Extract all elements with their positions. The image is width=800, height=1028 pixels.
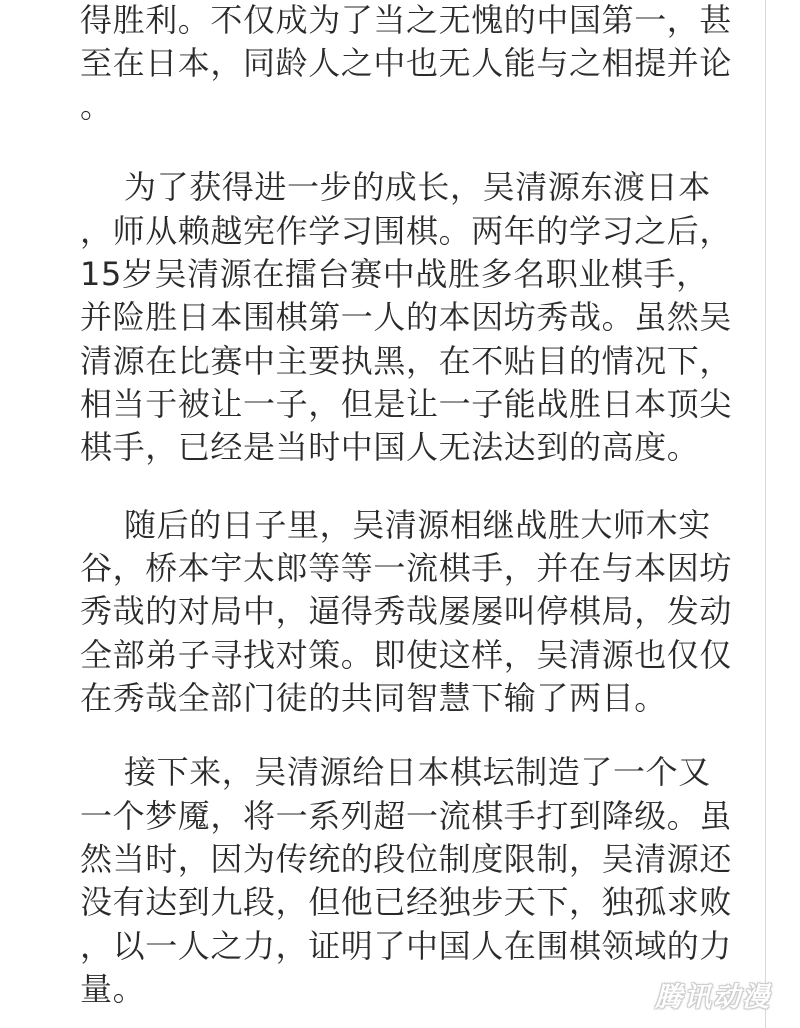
text-line: 没有达到九段，但他已经独步天下，独孤求败 <box>80 883 733 921</box>
text-line: 得胜利。不仅成为了当之无愧的中国第一，甚 <box>80 1 733 39</box>
page-edge-divider <box>765 0 766 1028</box>
text-line: 至在日本，同龄人之中也无人能与之相提并论 <box>80 44 733 82</box>
text-line: 全部弟子寻找对策。即使这样，吴清源也仅仅 <box>80 636 733 674</box>
text-line: 清源在比赛中主要执黑，在不贴目的情况下， <box>80 342 733 380</box>
text-line: 一个梦魇，将一系列超一流棋手打到降级。虽 <box>80 797 733 835</box>
text-line: 秀哉的对局中，逼得秀哉屡屡叫停棋局，发动 <box>80 592 733 630</box>
text-line: 棋手，已经是当时中国人无法达到的高度。 <box>80 428 700 466</box>
tencent-comic-watermark: 腾讯动漫 <box>655 982 771 1013</box>
text-line: 量。 <box>80 970 146 1008</box>
text-line: 随后的日子里，吴清源相继战胜大师木实 <box>124 506 711 544</box>
text-line: 相当于被让一子，但是让一子能战胜日本顶尖 <box>80 385 733 423</box>
text-line: 谷，桥本宇太郎等等一流棋手，并在与本因坊 <box>80 549 733 587</box>
text-line: 然当时，因为传统的段位制度限制，吴清源还 <box>80 840 733 878</box>
text-line: 接下来，吴清源给日本棋坛制造了一个又 <box>124 753 711 791</box>
text-line: ，师从赖越宪作学习围棋。两年的学习之后， <box>80 212 733 250</box>
text-line: 在秀哉全部门徒的共同智慧下输了两目。 <box>80 679 667 717</box>
text-line: 15岁吴清源在擂台赛中战胜多名职业棋手， <box>80 255 709 293</box>
text-line: ，以一人之力，证明了中国人在围棋领域的力 <box>80 927 733 965</box>
text-line: 。 <box>80 87 113 125</box>
text-line: 并险胜日本围棋第一人的本因坊秀哉。虽然吴 <box>80 298 733 336</box>
text-line: 为了获得进一步的成长，吴清源东渡日本 <box>124 168 711 206</box>
